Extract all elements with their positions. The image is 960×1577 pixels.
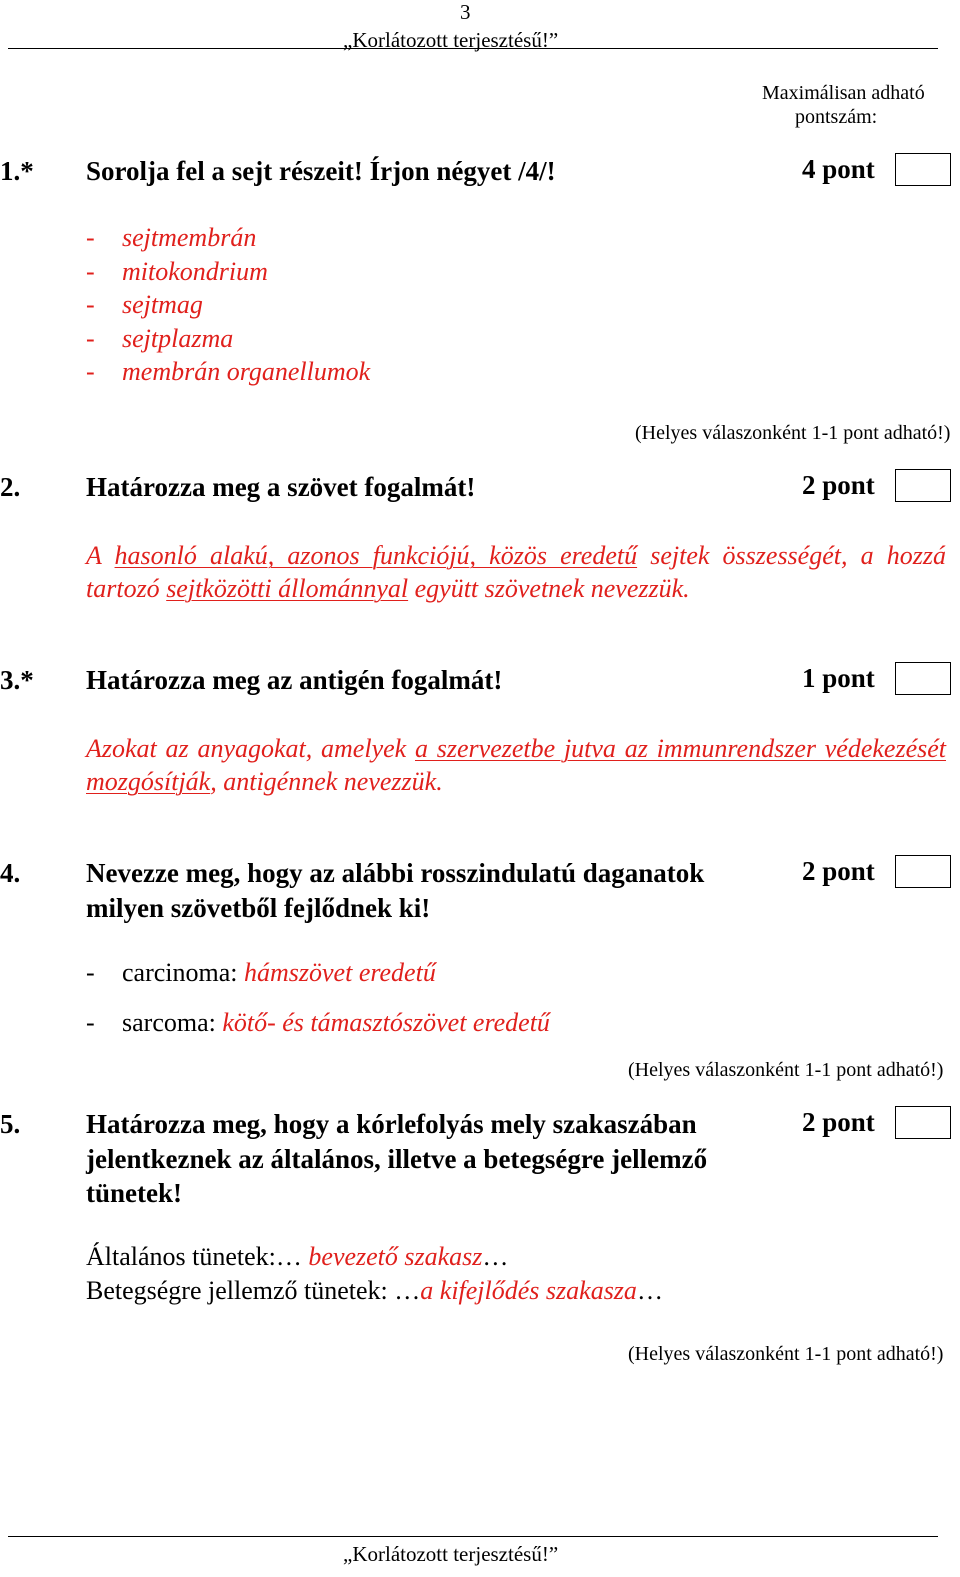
header-rule — [8, 48, 938, 49]
footer-distribution: „Korlátozott terjesztésű!” — [343, 1542, 559, 1566]
list-item: - mitokondrium — [86, 256, 268, 286]
q3-answer: Azokat az anyagokat, amelyek a szervezetbe jutva az immunrendszer védekezését mozgósítják, antigénnek nevezzük. — [86, 734, 946, 796]
q3-score-box[interactable] — [895, 662, 951, 695]
q1-points: 4 pont — [802, 154, 875, 184]
q1-score-box[interactable] — [895, 153, 951, 186]
q5-specific-symptoms: Betegségre jellemző tünetek: …a kifejlődés szakasza… — [86, 1276, 663, 1305]
q1-number: 1.* — [0, 156, 34, 186]
q4-item: - carcinoma: hámszövet eredetű — [86, 958, 436, 987]
q1-answer-list — [86, 221, 370, 389]
q4-score-box[interactable] — [895, 855, 951, 888]
page-number: 3 — [460, 0, 471, 24]
list-item: - membrán organellumok — [86, 357, 371, 386]
q4-points: 2 pont — [802, 856, 875, 886]
q2-points: 2 pont — [802, 470, 875, 500]
q4-text-line2: milyen szövetből fejlődnek ki! — [86, 893, 431, 923]
q5-score-box[interactable] — [895, 1106, 951, 1139]
q5-text-line2: jelentkeznek az általános, illetve a betegségre jellemző — [86, 1144, 708, 1174]
list-item: - sejtplazma — [86, 323, 234, 353]
q5-text-line3: tünetek! — [86, 1178, 182, 1208]
max-points-label-2: pontszám: — [795, 106, 878, 128]
q4-text-line1: Nevezze meg, hogy az alábbi rosszindulatú daganatok — [86, 858, 705, 888]
q1-text: Sorolja fel a sejt részeit! Írjon négyet /4/! — [86, 156, 556, 186]
q4-number: 4. — [0, 858, 21, 888]
q5-general-symptoms: Általános tünetek:… bevezető szakasz… — [86, 1242, 509, 1271]
q5-number: 5. — [0, 1109, 21, 1139]
q2-score-box[interactable] — [895, 469, 951, 502]
q2-number: 2. — [0, 472, 21, 502]
q5-text-line1: Határozza meg, hogy a kórlefolyás mely szakaszában — [86, 1109, 697, 1139]
max-points-label-1: Maximálisan adható — [762, 82, 925, 104]
header-distribution: „Korlátozott terjesztésű!” — [343, 28, 559, 52]
q5-points: 2 pont — [802, 1107, 875, 1137]
q3-text: Határozza meg az antigén fogalmát! — [86, 665, 503, 695]
list-item: - sejtmag — [86, 290, 203, 319]
q4-note: (Helyes válaszonként 1-1 pont adható!) — [628, 1059, 944, 1081]
q3-points: 1 pont — [802, 663, 875, 693]
q1-note: (Helyes válaszonként 1-1 pont adható!) — [635, 422, 951, 444]
q4-item: - sarcoma: kötő- és támasztószövet eredetű — [86, 1008, 550, 1037]
q2-answer: A hasonló alakú, azonos funkciójú, közös eredetű sejtek összességét, a hozzá tartozó sejtközötti állománnyal együtt szövetnek nevezzük. — [86, 541, 946, 603]
q3-number: 3.* — [0, 665, 34, 695]
q5-note: (Helyes válaszonként 1-1 pont adható!) — [628, 1343, 944, 1365]
footer-rule — [8, 1536, 938, 1537]
list-item: - sejtmembrán — [86, 223, 257, 252]
q2-text: Határozza meg a szövet fogalmát! — [86, 472, 476, 502]
